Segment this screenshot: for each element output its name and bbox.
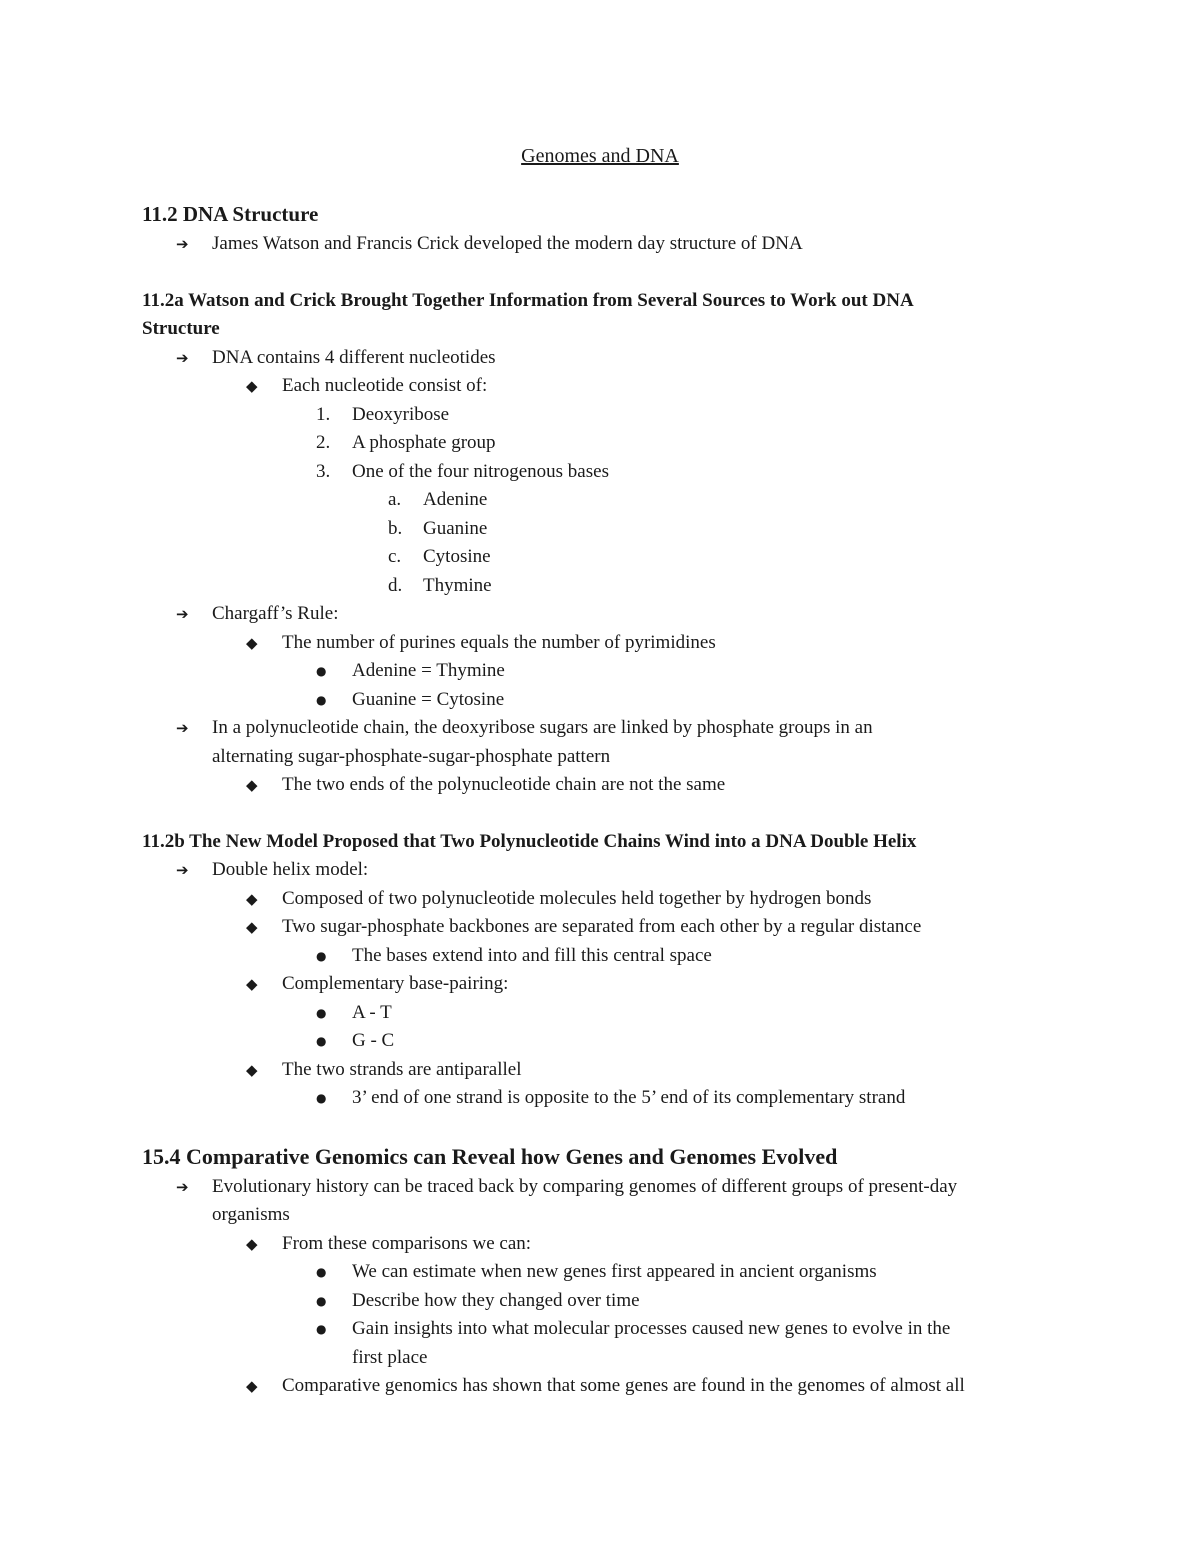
list-item: ➔ In a polynucleotide chain, the deoxyribose sugars are linked by phosphate groups in an alternating sugar-phosphate-sugar-phosphate pattern <box>142 714 1062 771</box>
dot-bullet-icon: ● <box>316 1293 327 1308</box>
dot-bullet-icon: ● <box>316 948 327 963</box>
list-item: b. Guanine <box>142 515 1062 544</box>
list-item: ● 3’ end of one strand is opposite to the 5’ end of its complementary strand <box>142 1084 1062 1113</box>
dot-bullet-icon: ● <box>316 1322 327 1336</box>
list-letter: a. <box>388 489 402 510</box>
section-heading-11-2b: 11.2b The New Model Proposed that Two Polynucleotide Chains Wind into a DNA Double Helix <box>142 830 917 852</box>
list-item: a. Adenine <box>142 486 1062 515</box>
list-item: ◆ The number of purines equals the number of pyrimidines <box>142 629 1062 658</box>
list-number: 2. <box>316 432 331 453</box>
dot-bullet-icon: ● <box>316 664 327 678</box>
list-item: ◆ Each nucleotide consist of: <box>142 372 1062 401</box>
list-item: ◆ Composed of two polynucleotide molecules held together by hydrogen bonds <box>142 885 1062 914</box>
list-item: ◆ Two sugar-phosphate backbones are separated from each other by a regular distance <box>142 913 1062 942</box>
dot-bullet-icon: ● <box>316 1265 327 1279</box>
arrow-bullet-icon: ➔ <box>176 1177 189 1196</box>
list-item: c. Cytosine <box>142 543 1062 572</box>
arrow-bullet-icon: ➔ <box>176 719 189 737</box>
list-item: ● Gain insights into what molecular processes caused new genes to evolve in the first place <box>142 1315 1062 1372</box>
diamond-bullet-icon: ◆ <box>246 889 258 908</box>
section-heading-11-2a: 11.2a Watson and Crick Brought Together Information from Several Sources to Work out DNA Structure <box>142 289 914 339</box>
list-number: 1. <box>316 403 331 425</box>
diamond-bullet-icon: ◆ <box>246 776 258 794</box>
dot-bullet-icon: ● <box>316 1034 327 1048</box>
diamond-bullet-icon: ◆ <box>246 1234 258 1253</box>
list-letter: b. <box>388 517 403 539</box>
list-item: ➔ Chargaff’s Rule: <box>142 600 1062 629</box>
arrow-bullet-icon: ➔ <box>176 605 189 623</box>
document-body <box>142 198 1062 1401</box>
section-heading-11-2: 11.2 DNA Structure <box>142 202 319 226</box>
list-item: ◆ The two strands are antiparallel <box>142 1056 1062 1085</box>
list-item: ● Adenine = Thymine <box>142 657 1062 686</box>
list-item: 3. One of the four nitrogenous bases <box>142 458 1062 487</box>
list-item: ● A - T <box>142 999 1062 1028</box>
list-item: ◆ Comparative genomics has shown that some genes are found in the genomes of almost all <box>142 1372 1062 1401</box>
list-item: ● G - C <box>142 1027 1062 1056</box>
dot-bullet-icon: ● <box>316 1091 327 1105</box>
diamond-bullet-icon: ◆ <box>246 975 258 993</box>
list-item: ➔ Evolutionary history can be traced back by comparing genomes of different groups of present-day organisms <box>142 1173 1062 1230</box>
diamond-bullet-icon: ◆ <box>246 633 258 652</box>
document-title: Genomes and DNA <box>521 145 679 167</box>
list-item: ➔ Double helix model: <box>142 856 1062 885</box>
list-letter: d. <box>388 574 403 596</box>
dot-bullet-icon: ● <box>316 692 327 707</box>
diamond-bullet-icon: ◆ <box>246 1060 258 1079</box>
list-item: ◆ From these comparisons we can: <box>142 1230 1062 1259</box>
list-item: d. Thymine <box>142 572 1062 601</box>
list-item: ➔ DNA contains 4 different nucleotides <box>142 344 1062 373</box>
arrow-bullet-icon: ➔ <box>176 861 189 879</box>
list-item: 1. Deoxyribose <box>142 401 1062 430</box>
diamond-bullet-icon: ◆ <box>246 377 258 395</box>
list-item: ● Guanine = Cytosine <box>142 686 1062 715</box>
section-heading-15-4: 15.4 Comparative Genomics can Reveal how Genes and Genomes Evolved <box>142 1143 838 1169</box>
list-item: ◆ Complementary base-pairing: <box>142 970 1062 999</box>
arrow-bullet-icon: ➔ <box>176 348 189 367</box>
list-number: 3. <box>316 460 331 482</box>
list-item: 2. A phosphate group <box>142 429 1062 458</box>
dot-bullet-icon: ● <box>316 1005 327 1020</box>
list-item: ● We can estimate when new genes first appeared in ancient organisms <box>142 1258 1062 1287</box>
diamond-bullet-icon: ◆ <box>246 918 258 936</box>
list-item: ◆ The two ends of the polynucleotide chain are not the same <box>142 771 1062 800</box>
list-letter: c. <box>388 546 402 567</box>
list-item: ● Describe how they changed over time <box>142 1287 1062 1316</box>
arrow-bullet-icon: ➔ <box>176 235 189 253</box>
list-item: ➔ James Watson and Francis Crick developed the modern day structure of DNA <box>142 230 1062 259</box>
diamond-bullet-icon: ◆ <box>246 1377 258 1395</box>
list-item: ● The bases extend into and fill this central space <box>142 942 1062 971</box>
